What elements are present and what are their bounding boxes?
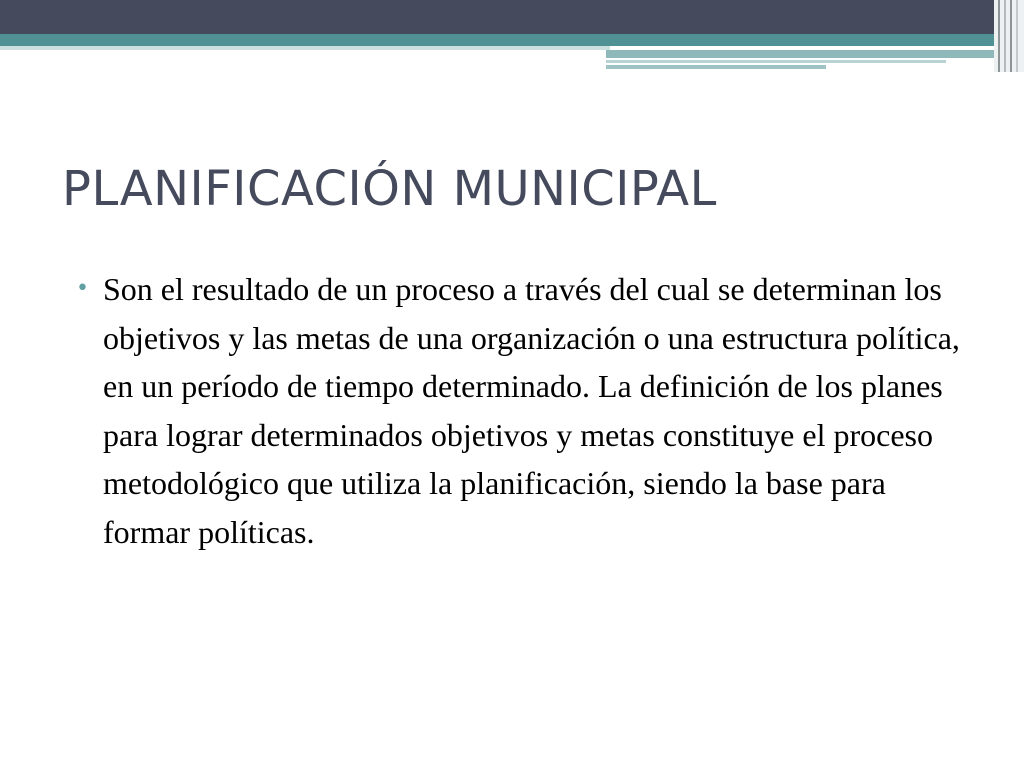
corner-vertical-lines: [994, 0, 1024, 72]
bullet-item: [76, 265, 976, 556]
bullet-list: [76, 265, 976, 556]
header-band-teal: [0, 34, 1024, 46]
header-band-light: [0, 46, 610, 50]
bullet-dot-icon: •: [76, 276, 89, 301]
header-band-dark: [0, 0, 1024, 34]
bullet-text: Son el resultado de un proceso a través del cual se determinan los objetivos y las metas de una organización o una estructura política, en un período de tiempo determinado. La definición de los planes para lograr determinados objetivos y metas constituye el proceso metodológico que utiliza la planificación, siendo la base para formar políticas.: [103, 271, 960, 550]
header-stripe-thin: [606, 60, 946, 63]
slide-title: PLANIFICACIÓN MUNICIPAL: [62, 161, 717, 217]
header-stripe-short: [606, 65, 826, 69]
header-stripe: [606, 50, 996, 58]
